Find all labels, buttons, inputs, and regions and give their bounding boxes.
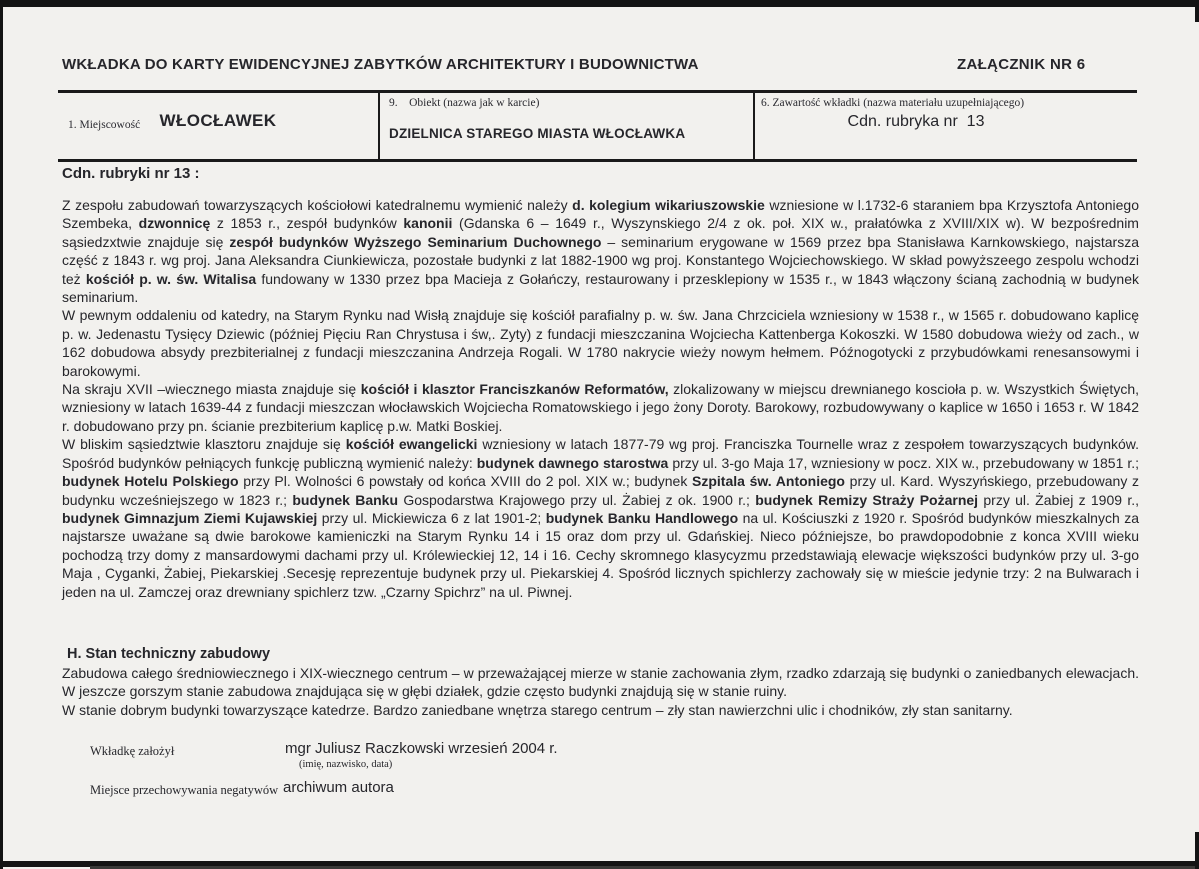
cell-object	[378, 93, 755, 159]
negatives-value: archiwum autora	[283, 779, 394, 796]
section-13-heading: Cdn. rubryki nr 13 :	[62, 165, 200, 182]
paragraph: W bliskim sąsiedztwie klasztoru znajduje się kościół ewangelicki wzniesiony w latach 1877-79 wg proj. Franciszka Tournelle wraz z zespołem towarzyszących budynków. Spośród budynków pełniących funkcję publiczną wymienić należy: budynek dawnego starostwa przy ul. 3-go Maja 17, wzniesiony w pocz. XIX w., przebudowany w 1851 r.; budynek Hotelu Polskiego przy Pl. Wolności 6 powstały od końca XVIII do 2 pol. XIX w.; budynek Szpitala św. Antoniego przy ul. Kard. Wyszyńskiego, przebudowany z budynku wcześniejszego w 1823 r.; budynek Banku Gospodarstwa Krajowego przy ul. Żabiej z ok. 1900 r.; budynek Remizy Straży Pożarnej przy ul. Żabiej z 1909 r., budynek Gimnazjum Ziemi Kujawskiej przy ul. Mickiewicza 6 z lat 1901-2; budynek Banku Handlowego na ul. Kościuszki z 1920 r. Spośród budynków mieszkalnych za najstarsze uważane są dwie barokowe kamieniczki na Starym Rynku 14 i 15 oraz dom przy ul. Gdańskiej. Nieco późniejsze, bo prawdopodobnie z konca XVIII wieku pochodzą trzy domy z mansardowymi dachami przy ul. Królewieckiej 12, 14 i 16. Cechy skromnego klasycyzmu przedstawiają elewacje większości budynków przy ul. 3-go Maja , Cyganki, Żabiej, Piekarskiej .Secesję reprezentuje budynek przy ul. Piekarskiej 4. Spośród licznych spichlerzy zachowały się w mieście jedynie trzy: 2 na Bulwarach i jeden na ul. Zamczej oraz drewniany spichlerz tzw. „Czarny Spichrz” na ul. Piwnej.	[62, 436, 1140, 600]
paragraph: W stanie dobrym budynki towarzyszące katedrze. Bardzo zaniedbane wnętrza starego centrum – zły stan nawierzchni ulic i chodników, zły stan sanitarny.	[62, 701, 1013, 718]
attachment-number: ZAŁĄCZNIK NR 6	[957, 56, 1086, 73]
contents-label: 6. Zawartość wkładki (nazwa materiału uzupełniającego)	[761, 97, 1025, 109]
negatives-label: Miejsce przechowywania negatywów	[90, 783, 279, 797]
founder-label: Wkładkę założył	[90, 744, 175, 758]
scan-edge-top	[0, 0, 1199, 7]
section-h	[62, 645, 1139, 719]
scan-edge-right-top	[1195, 0, 1199, 22]
founder-value: mgr Juliusz Raczkowski wrzesień 2004 r.	[285, 740, 558, 757]
paragraph: Z zespołu zabudowań towarzyszących kościołowi katedralnemu wymienić należy d. kolegium wikariuszowskie wzniesione w l.1732-6 staraniem bpa Krzysztofa Antoniego Szembeka, dzwonnicę z 1853 r., zespół budynków kanonii (Gdanska 6 – 1649 r., Wyszynskiego 2/4 z ok. poł. XIX w., prałatówka z XVIII/XIX w). W bezpośrednim sąsiedzxtwie znajduje się zespół budynków Wyższego Seminarium Duchownego – seminarium erygowane w 1569 przez bpa Stanisława Karnkowskiego, najstarsza część z 1843 r. wg proj. Jana Aleksandra Ciunkiewicza, pozostałe budynki z lat 1882-1900 wg proj. Konstantego Wojciechowskiego. W skład powyższeego zespolu wchodzi też kościół p. w. św. Witalisa fundowany w 1330 przez bpa Macieja z Gołańczy, restaurowany i przesklepiony w 1535 r., w 1843 włączony ścianą zachodnią w budynek seminarium.	[62, 197, 1140, 306]
paragraph: Na skraju XVII –wiecznego miasta znajduje się kościół i klasztor Franciszkanów Reformatów, zlokalizowany w miejscu drewnianego koscioła p. w. Wszystkich Świętych, wzniesiony w latach 1639-44 z fundacji mieszczan włocławskich Wojciecha Romatowskiego i jego żony Doroty. Barokowy, rozbudowywany o kaplice w 1650 i 1653 r. W 1842 r. dobudowano przy pn. ścianie prezbiterium kaplicę p.w. Matki Boskiej.	[62, 381, 1139, 434]
section-13-body	[62, 196, 1139, 601]
founder-hint: (imię, nazwisko, data)	[299, 759, 393, 770]
form-table	[58, 90, 1137, 162]
paragraph: Zabudowa całego średniowiecznego i XIX-wiecznego centrum – w przeważającej mierze w stanie zachowania złym, rzadko zdarzają się budynki o zaniedbanych elewacjach. W jeszcze gorszym stanie zabudowa znajdująca się w głębi działek, gdzie często budynki znajdują się w stanie ruiny.	[62, 664, 1139, 700]
scan-edge-left	[0, 0, 3, 869]
section-h-heading: H. Stan techniczny zabudowy	[67, 646, 271, 662]
contents-value: Cdn. rubryka nr 13	[847, 113, 985, 130]
locality-value: WŁOCŁAWEK	[159, 111, 277, 130]
section-h-body	[62, 664, 1139, 720]
cell-contents	[755, 93, 1137, 159]
scan-edge-right-bottom	[1195, 832, 1199, 869]
object-value: DZIELNICA STAREGO MIASTA WŁOCŁAWKA	[389, 126, 686, 141]
paragraph: W pewnym oddaleniu od katedry, na Starym Rynku nad Wisłą znajduje się kościół parafialny p. w. św. Jana Chrzciciela wzniesiony w 1538 r., w 1565 r. dobudowano kaplicę p. w. Jedenastu Tysięcy Dziewic (później Pięciu Ran Chrystusa i św,. Zyty) z fundacji mieszczanina Wojciecha Kattenberga Kokoszki. W 1580 dobudowa wieży od zach., w 162 dobudowa absydy prezbiterialnej z fundacji mieszczanina Andrzeja Rogali. W 1780 nakrycie wieży nowym hełmem. Późnogotycki z przybudówkami renesansowymi i barokowymi.	[62, 307, 1139, 379]
document-title: WKŁADKA DO KARTY EWIDENCYJNEJ ZABYTKÓW ARCHITEKTURY I BUDOWNICTWA	[62, 56, 699, 73]
cell-locality	[58, 93, 378, 159]
locality-label: 1. Miejscowość	[68, 119, 141, 131]
object-label: 9. Obiekt (nazwa jak w karcie)	[389, 97, 540, 109]
